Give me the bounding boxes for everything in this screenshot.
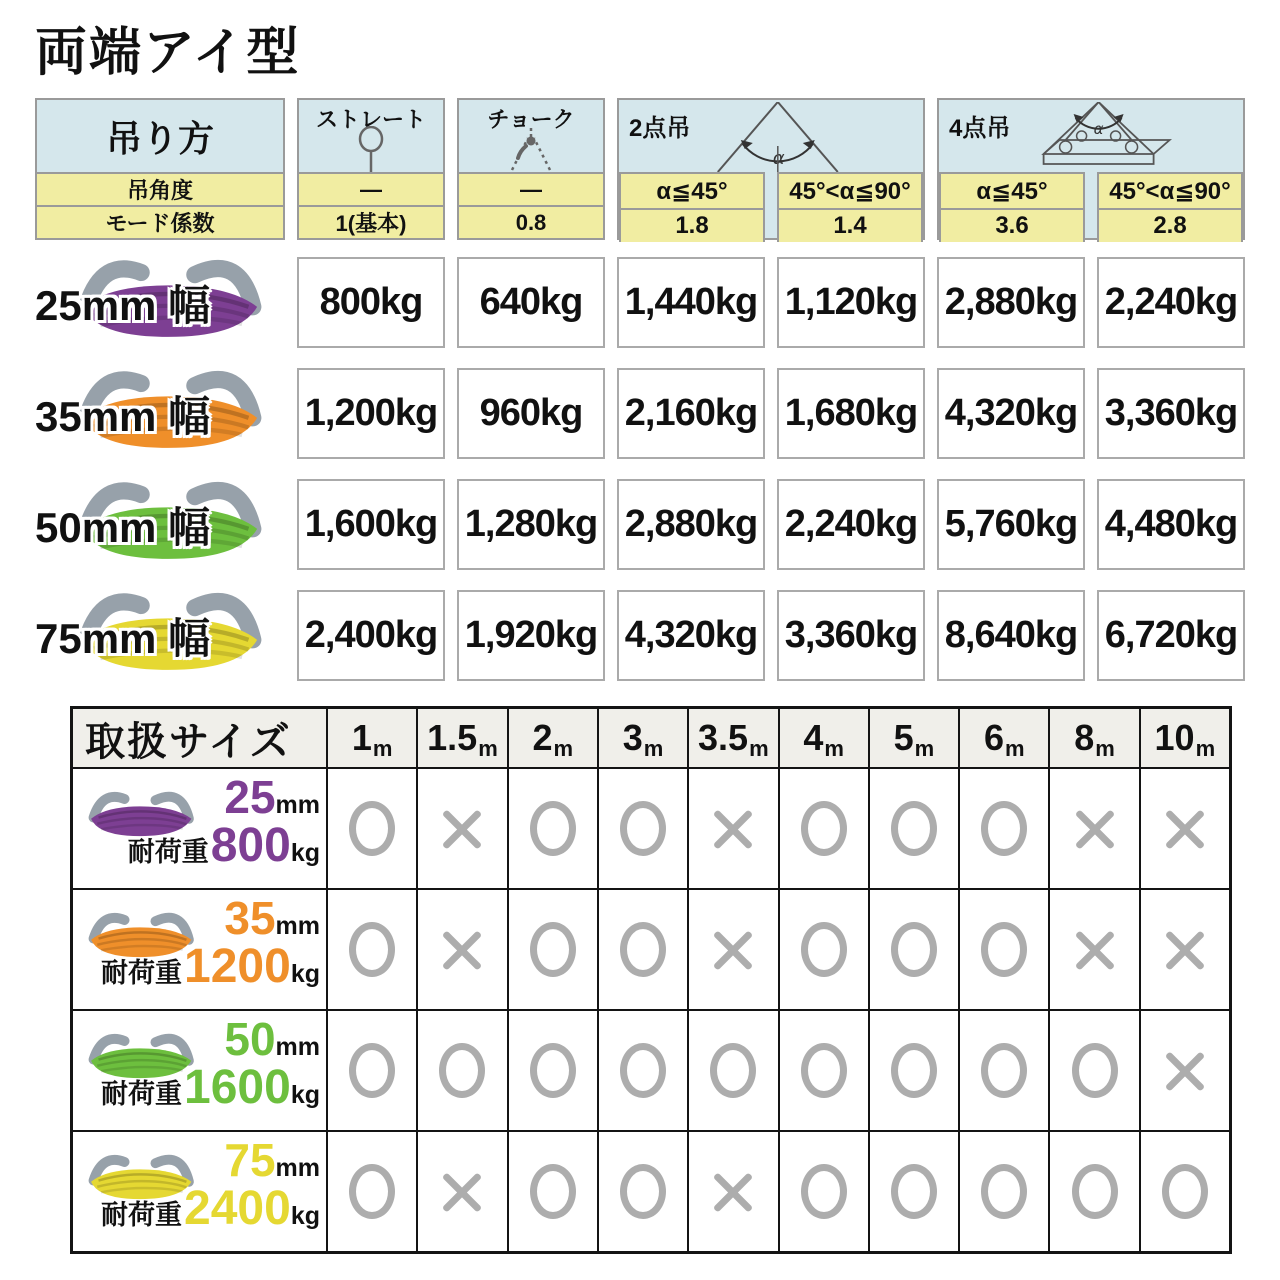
availability-cell — [418, 1132, 506, 1251]
method-name: ストレート — [315, 107, 426, 132]
availability-cell — [1141, 1132, 1229, 1251]
load-capacity-value: 1,200kg — [297, 368, 445, 459]
availability-cell — [509, 890, 597, 1009]
load-number: 800 — [210, 819, 291, 873]
size-column-header — [960, 709, 1048, 767]
availability-cell — [780, 1132, 868, 1251]
sling-width-label: 75mm 幅 — [35, 614, 211, 662]
unavailable-x-mark — [1162, 806, 1208, 852]
availability-cell — [509, 769, 597, 888]
availability-cell — [328, 890, 416, 1009]
method-column-two-point — [617, 98, 925, 240]
available-circle-mark — [530, 1043, 576, 1098]
method-column-choke — [457, 98, 605, 240]
unavailable-x-mark — [1072, 806, 1118, 852]
available-circle-mark — [981, 1043, 1027, 1098]
method-name: 2点吊 — [629, 115, 691, 142]
angle-value: — — [459, 172, 603, 205]
available-circle-mark — [981, 922, 1027, 977]
size-number: 1 — [351, 717, 372, 758]
load-capacity-value: 6,720kg — [1097, 590, 1245, 681]
unavailable-x-mark — [1072, 927, 1118, 973]
available-circle-mark — [801, 1043, 847, 1098]
handling-size-table — [70, 706, 1232, 1254]
availability-cell — [689, 1132, 777, 1251]
load-number: 1600 — [184, 1061, 291, 1115]
method-column-four-point — [937, 98, 1245, 240]
load-capacity-value: 5,760kg — [937, 479, 1085, 570]
size-number: 8 — [1074, 717, 1095, 758]
size-column-header — [780, 709, 868, 767]
mode-value: 1(基本) — [299, 205, 443, 238]
method-column-straight — [297, 98, 445, 240]
load-capacity-value: 3,360kg — [777, 590, 925, 681]
available-circle-mark — [349, 922, 395, 977]
load-capacity-value: 2,400kg — [297, 590, 445, 681]
load-unit: kg — [290, 839, 320, 868]
available-circle-mark — [1162, 1164, 1208, 1219]
width-number: 35 — [224, 892, 276, 944]
load-capacity-value: 2,880kg — [617, 479, 765, 570]
size-number: 4 — [803, 717, 824, 758]
unavailable-x-mark — [1162, 927, 1208, 973]
available-circle-mark — [801, 922, 847, 977]
availability-cell — [1050, 1011, 1138, 1130]
load-prefix: 耐荷重 — [101, 958, 183, 989]
size-number: 1.5 — [427, 717, 478, 758]
availability-cell — [870, 890, 958, 1009]
unavailable-x-mark — [710, 927, 756, 973]
load-capacity-value: 960kg — [457, 368, 605, 459]
spec-header — [35, 98, 1245, 240]
available-circle-mark — [349, 1164, 395, 1219]
size-unit: m — [1095, 736, 1115, 761]
available-circle-mark — [349, 801, 395, 856]
method-name: チョーク — [487, 107, 575, 132]
load-capacity-value: 1,680kg — [777, 368, 925, 459]
load-capacity-value: 8,640kg — [937, 590, 1085, 681]
angle-condition: α≦45° — [621, 174, 763, 208]
load-capacity-value: 640kg — [457, 257, 605, 348]
size-unit: m — [914, 736, 935, 761]
sling-size-text — [128, 773, 320, 872]
width-unit: mm — [275, 1154, 320, 1182]
available-circle-mark — [530, 922, 576, 977]
sling-width-label: 25mm 幅 — [35, 281, 211, 329]
available-circle-mark — [981, 801, 1027, 856]
sling-width-label-cell — [35, 368, 285, 459]
availability-cell — [960, 890, 1048, 1009]
availability-cell — [689, 890, 777, 1009]
sling-size-text — [101, 1015, 320, 1114]
load-capacity-value: 3,360kg — [1097, 368, 1245, 459]
load-unit: kg — [290, 1081, 320, 1110]
sling-width-label-cell — [35, 479, 285, 570]
availability-cell — [780, 890, 868, 1009]
lifting-spec-table — [35, 98, 1245, 681]
load-prefix: 耐荷重 — [101, 1200, 183, 1231]
sling-size-text — [101, 894, 320, 993]
available-circle-mark — [530, 801, 576, 856]
availability-cell — [599, 769, 687, 888]
two-point-lift-icon — [693, 102, 863, 172]
available-circle-mark — [891, 1043, 937, 1098]
available-circle-mark — [801, 1164, 847, 1219]
load-capacity-value: 4,480kg — [1097, 479, 1245, 570]
size-unit: m — [824, 736, 844, 761]
size-unit: m — [749, 736, 769, 761]
load-capacity-value: 4,320kg — [937, 368, 1085, 459]
unavailable-x-mark — [710, 1169, 756, 1215]
size-unit: m — [643, 736, 664, 761]
mode-value: 3.6 — [941, 208, 1083, 242]
size-column-header — [599, 709, 687, 767]
load-capacity-value: 2,240kg — [777, 479, 925, 570]
width-unit: mm — [275, 912, 320, 940]
sub-column-angle-le45 — [939, 172, 1085, 242]
load-capacity-value: 1,920kg — [457, 590, 605, 681]
available-circle-mark — [620, 922, 666, 977]
hanging-method-label: 吊り方 — [37, 100, 283, 172]
load-unit: kg — [290, 960, 320, 989]
availability-cell — [328, 1011, 416, 1130]
available-circle-mark — [1072, 1043, 1118, 1098]
unavailable-x-mark — [439, 927, 485, 973]
size-number: 3.5 — [698, 717, 749, 758]
availability-cell — [960, 1011, 1048, 1130]
mode-value: 1.8 — [621, 208, 763, 242]
availability-cell — [599, 890, 687, 1009]
size-column-header — [870, 709, 958, 767]
sub-column-angle-45-90 — [777, 172, 923, 242]
sling-size-row-label — [73, 1011, 326, 1130]
availability-cell — [780, 1011, 868, 1130]
availability-cell — [780, 769, 868, 888]
sling-size-text — [101, 1136, 320, 1235]
available-circle-mark — [439, 1043, 485, 1098]
load-capacity-value: 800kg — [297, 257, 445, 348]
availability-cell — [509, 1011, 597, 1130]
svg-text:α: α — [772, 148, 785, 169]
size-unit: m — [1195, 736, 1216, 761]
mode-value: 1.4 — [779, 208, 921, 242]
size-column-header — [1050, 709, 1138, 767]
sling-width-label-cell — [35, 590, 285, 681]
available-circle-mark — [620, 1164, 666, 1219]
sling-width-label: 50mm 幅 — [35, 503, 211, 551]
available-circle-mark — [891, 922, 937, 977]
availability-cell — [960, 1132, 1048, 1251]
sling-capacity-row — [35, 368, 1245, 459]
available-circle-mark — [981, 1164, 1027, 1219]
available-circle-mark — [349, 1043, 395, 1098]
size-number: 10 — [1154, 717, 1195, 758]
availability-cell — [689, 1011, 777, 1130]
load-capacity-value: 2,880kg — [937, 257, 1085, 348]
availability-cell — [418, 769, 506, 888]
svg-text:α: α — [1093, 120, 1104, 138]
load-capacity-value: 2,240kg — [1097, 257, 1245, 348]
mode-coefficient-row-label: モード係数 — [37, 205, 283, 238]
load-capacity-value: 2,160kg — [617, 368, 765, 459]
sub-column-angle-45-90 — [1097, 172, 1243, 242]
straight-sling-icon — [349, 126, 393, 172]
available-circle-mark — [620, 801, 666, 856]
availability-cell — [1050, 890, 1138, 1009]
available-circle-mark — [1072, 1164, 1118, 1219]
sling-width-label: 35mm 幅 — [35, 392, 211, 440]
choke-sling-icon — [498, 126, 564, 172]
width-number: 25 — [224, 771, 276, 823]
sling-size-row-label — [73, 769, 326, 888]
angle-value: — — [299, 172, 443, 205]
size-unit: m — [478, 736, 498, 761]
size-unit: m — [1004, 736, 1025, 761]
angle-condition: 45°<α≦90° — [779, 174, 921, 208]
unavailable-x-mark — [439, 1169, 485, 1215]
unavailable-x-mark — [1162, 1048, 1208, 1094]
availability-cell — [328, 1132, 416, 1251]
page-title: 両端アイ型 — [35, 24, 301, 82]
availability-cell — [960, 769, 1048, 888]
load-prefix: 耐荷重 — [101, 1079, 183, 1110]
availability-cell — [870, 1011, 958, 1130]
size-number: 5 — [893, 717, 914, 758]
mode-value: 2.8 — [1099, 208, 1241, 242]
size-number: 2 — [532, 717, 553, 758]
hanging-angle-row-label: 吊角度 — [37, 172, 283, 205]
angle-condition: α≦45° — [941, 174, 1083, 208]
size-column-header — [689, 709, 777, 767]
load-number: 2400 — [184, 1182, 291, 1236]
spec-capacity-rows — [35, 257, 1245, 681]
load-capacity-value: 1,600kg — [297, 479, 445, 570]
available-circle-mark — [891, 801, 937, 856]
availability-cell — [328, 769, 416, 888]
width-number: 50 — [224, 1013, 276, 1065]
available-circle-mark — [620, 1043, 666, 1098]
available-circle-mark — [530, 1164, 576, 1219]
sling-size-row-label — [73, 1132, 326, 1251]
available-circle-mark — [891, 1164, 937, 1219]
availability-cell — [418, 890, 506, 1009]
angle-condition: 45°<α≦90° — [1099, 174, 1241, 208]
availability-cell — [870, 769, 958, 888]
size-column-header — [418, 709, 506, 767]
width-number: 75 — [224, 1134, 276, 1186]
size-unit: m — [553, 736, 574, 761]
sling-width-label-cell — [35, 257, 285, 348]
availability-cell — [1141, 1011, 1229, 1130]
availability-cell — [599, 1132, 687, 1251]
unavailable-x-mark — [710, 806, 756, 852]
sling-size-row-label — [73, 890, 326, 1009]
availability-cell — [689, 769, 777, 888]
load-capacity-value: 4,320kg — [617, 590, 765, 681]
unavailable-x-mark — [439, 806, 485, 852]
availability-cell — [418, 1011, 506, 1130]
availability-cell — [599, 1011, 687, 1130]
size-unit: m — [372, 736, 393, 761]
sling-capacity-row — [35, 479, 1245, 570]
size-column-header — [328, 709, 416, 767]
load-capacity-value: 1,120kg — [777, 257, 925, 348]
width-unit: mm — [275, 791, 320, 819]
load-capacity-value: 1,440kg — [617, 257, 765, 348]
availability-cell — [1050, 1132, 1138, 1251]
size-number: 6 — [983, 717, 1004, 758]
width-unit: mm — [275, 1033, 320, 1061]
availability-cell — [1050, 769, 1138, 888]
size-column-header — [1141, 709, 1229, 767]
available-circle-mark — [710, 1043, 756, 1098]
load-capacity-value: 1,280kg — [457, 479, 605, 570]
four-point-lift-icon — [1004, 102, 1194, 172]
availability-cell — [870, 1132, 958, 1251]
availability-cell — [1141, 769, 1229, 888]
load-prefix: 耐荷重 — [127, 837, 209, 868]
sub-column-angle-le45 — [619, 172, 765, 242]
size-table-header-label: 取扱サイズ — [73, 709, 326, 767]
availability-cell — [509, 1132, 597, 1251]
mode-value: 0.8 — [459, 205, 603, 238]
load-unit: kg — [290, 1202, 320, 1231]
available-circle-mark — [801, 801, 847, 856]
size-number: 3 — [622, 717, 643, 758]
availability-cell — [1141, 890, 1229, 1009]
sling-capacity-row — [35, 257, 1245, 348]
spec-corner-header — [35, 98, 285, 240]
load-number: 1200 — [184, 940, 291, 994]
method-name: 4点吊 — [949, 115, 1011, 142]
sling-capacity-row — [35, 590, 1245, 681]
size-column-header — [509, 709, 597, 767]
